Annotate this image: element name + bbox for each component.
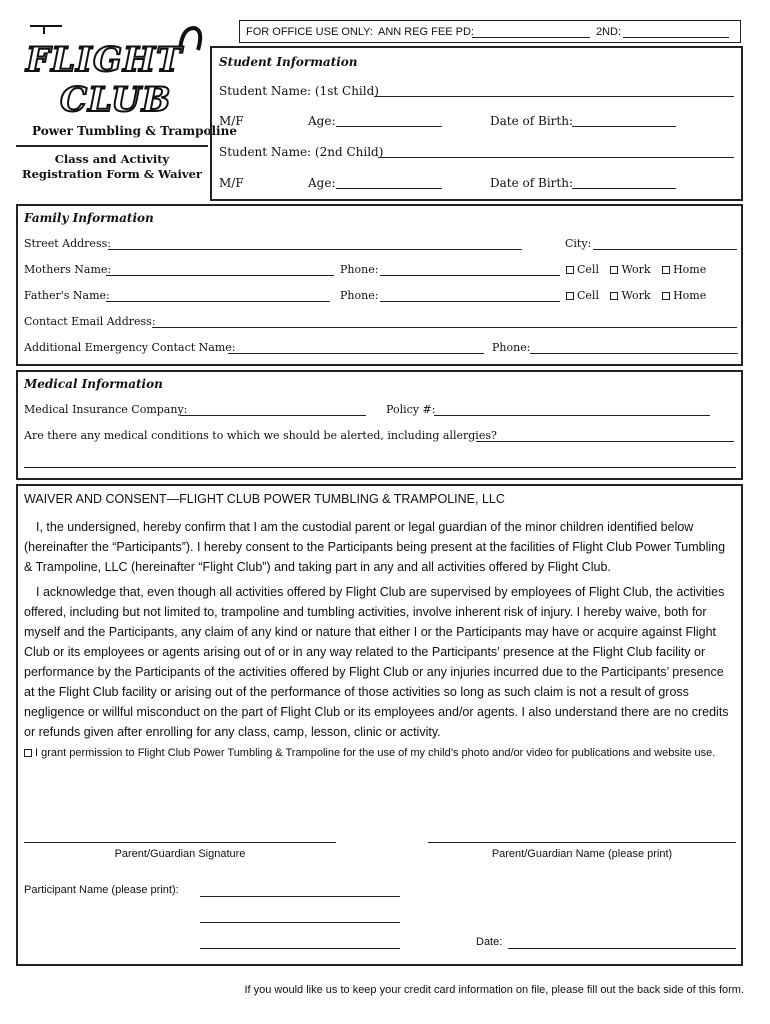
mother-cell-checkbox[interactable]	[566, 266, 574, 274]
city-label: City:	[565, 237, 592, 250]
policy-field[interactable]	[434, 403, 710, 416]
waiver-paragraph-1: I, the undersigned, hereby confirm that I am the custodial parent or legal guardian of the minor children identified below (hereinafter the “Participants”). I hereby consent to the Participants being present at the facilities of Flight Club Power Tumbling & Trampoline, LLC (hereinafter “Flight Club”) and taking part in any and all activities offered by Flight Club.	[24, 520, 726, 574]
mother-phone-field[interactable]	[380, 263, 560, 276]
medical-info-title: Medical Information	[24, 377, 163, 391]
email-field[interactable]	[152, 315, 737, 328]
mother-work-checkbox[interactable]	[610, 266, 618, 274]
second-fee-field[interactable]	[623, 25, 729, 38]
conditions-label: Are there any medical conditions to which we should be alerted, including allergies?	[24, 429, 497, 442]
family-info-section	[16, 204, 743, 366]
child2-name-label: Student Name: (2nd Child)	[219, 145, 384, 159]
father-label: Father's Name:	[24, 289, 110, 302]
child2-name-field[interactable]	[378, 145, 734, 158]
mother-cell-label: Cell	[577, 263, 599, 276]
child2-mf-label: M/F	[219, 176, 244, 190]
mother-phone-type	[566, 263, 706, 276]
child2-dob-label: Date of Birth:	[490, 176, 573, 190]
photo-permission-text: I grant permission to Flight Club Power Tumbling & Trampoline for the use of my child’s photo and/or video for publications and website use.	[35, 747, 716, 759]
city-field[interactable]	[593, 237, 737, 250]
conditions-field[interactable]	[476, 429, 734, 442]
logo-word-flight: FLIGHT	[26, 40, 183, 80]
date-label: Date:	[476, 936, 503, 948]
date-field[interactable]	[508, 936, 736, 949]
child1-dob-label: Date of Birth:	[490, 114, 573, 128]
form-subtitle	[16, 152, 208, 182]
father-work-checkbox[interactable]	[610, 292, 618, 300]
student-info-title: Student Information	[219, 55, 358, 69]
conditions-field-line-2[interactable]	[24, 455, 736, 468]
policy-label: Policy #:	[386, 403, 436, 416]
subtitle-line-1: Class and Activity	[54, 152, 170, 166]
photo-permission-checkbox[interactable]	[24, 749, 32, 757]
father-phone-label: Phone:	[340, 289, 379, 302]
second-fee-label: 2ND:	[596, 26, 622, 38]
mother-home-checkbox[interactable]	[662, 266, 670, 274]
ann-reg-fee-field[interactable]	[472, 25, 590, 38]
child1-mf-label: M/F	[219, 114, 244, 128]
mother-work-label: Work	[621, 263, 651, 276]
waiver-title: WAIVER AND CONSENT—FLIGHT CLUB POWER TUMBLING & TRAMPOLINE, LLC	[24, 492, 505, 506]
father-home-checkbox[interactable]	[662, 292, 670, 300]
participant-name-field-3[interactable]	[200, 936, 400, 949]
waiver-paragraph-2: I acknowledge that, even though all activities offered by Flight Club are supervised by employees of Flight Club, the activities offered, including but not limited to, trampoline and tumbling activities, involve inherent risk of injury. I hereby waive, both for myself and the Participants, any claim of any kind or nature that either I or the Participants may have or acquire against Flight Club or its employees or agents arising out of or in any way related to the Participants’ presence at the Flight Club facility or performance by the Participants of the activities offered by Flight Club or any injuries incurred due to the Participants’ presence at the Flight Club facility or arising out of the performance of those activities so long as such claim is not a result of gross negligence or willful misconduct on the part of Flight Club or its employees and/or agents. I also understand there are no credits or refunds given after enrolling for any class, camp, lesson, clinic or activity.	[24, 585, 729, 739]
medical-info-section	[16, 370, 743, 480]
ann-reg-fee-label: ANN REG FEE PD:	[378, 26, 474, 38]
child1-age-field[interactable]	[336, 114, 442, 127]
emergency-phone-label: Phone:	[492, 341, 531, 354]
mother-label: Mothers Name:	[24, 263, 112, 276]
email-label: Contact Email Address:	[24, 315, 156, 328]
child1-name-label: Student Name: (1st Child)	[219, 84, 379, 98]
child2-age-label: Age:	[308, 176, 336, 190]
guardian-name-label: Parent/Guardian Name (please print)	[491, 848, 673, 860]
waiver-section	[16, 484, 743, 966]
mother-field[interactable]	[106, 263, 334, 276]
mother-home-label: Home	[673, 263, 707, 276]
logo	[18, 20, 208, 120]
office-use-label: FOR OFFICE USE ONLY:	[246, 26, 373, 38]
participant-name-label: Participant Name (please print):	[24, 884, 179, 896]
student-info-section	[210, 46, 743, 201]
participant-name-field-2[interactable]	[200, 910, 400, 923]
father-phone-field[interactable]	[380, 289, 560, 302]
participant-name-field-1[interactable]	[200, 884, 400, 897]
father-phone-type	[566, 289, 706, 302]
office-use-box	[239, 20, 741, 43]
father-field[interactable]	[106, 289, 330, 302]
father-cell-checkbox[interactable]	[566, 292, 574, 300]
logo-divider	[16, 145, 208, 147]
insurance-field[interactable]	[180, 403, 366, 416]
emergency-field[interactable]	[228, 341, 484, 354]
father-work-label: Work	[621, 289, 651, 302]
guardian-signature-label: Parent/Guardian Signature	[114, 848, 246, 860]
father-cell-label: Cell	[577, 289, 599, 302]
street-field[interactable]	[108, 237, 522, 250]
mother-phone-label: Phone:	[340, 263, 379, 276]
footer-note: If you would like us to keep your credit card information on file, please fill out the back side of this form.	[244, 984, 744, 996]
child1-dob-field[interactable]	[572, 114, 676, 127]
insurance-label: Medical Insurance Company:	[24, 403, 188, 416]
father-home-label: Home	[673, 289, 707, 302]
subtitle-line-2: Registration Form & Waiver	[22, 167, 202, 181]
child1-name-field[interactable]	[374, 84, 734, 97]
child1-age-label: Age:	[308, 114, 336, 128]
emergency-phone-field[interactable]	[530, 341, 738, 354]
street-label: Street Address:	[24, 237, 111, 250]
guardian-name-field[interactable]	[428, 830, 736, 843]
logo-word-club: CLUB	[60, 80, 172, 120]
emergency-label: Additional Emergency Contact Name:	[24, 341, 236, 354]
child2-age-field[interactable]	[336, 176, 442, 189]
logo-tagline: Power Tumbling & Trampoline	[32, 124, 237, 138]
child2-dob-field[interactable]	[572, 176, 676, 189]
photo-permission	[24, 744, 736, 762]
family-info-title: Family Information	[24, 211, 154, 225]
guardian-signature-field[interactable]	[24, 830, 336, 843]
